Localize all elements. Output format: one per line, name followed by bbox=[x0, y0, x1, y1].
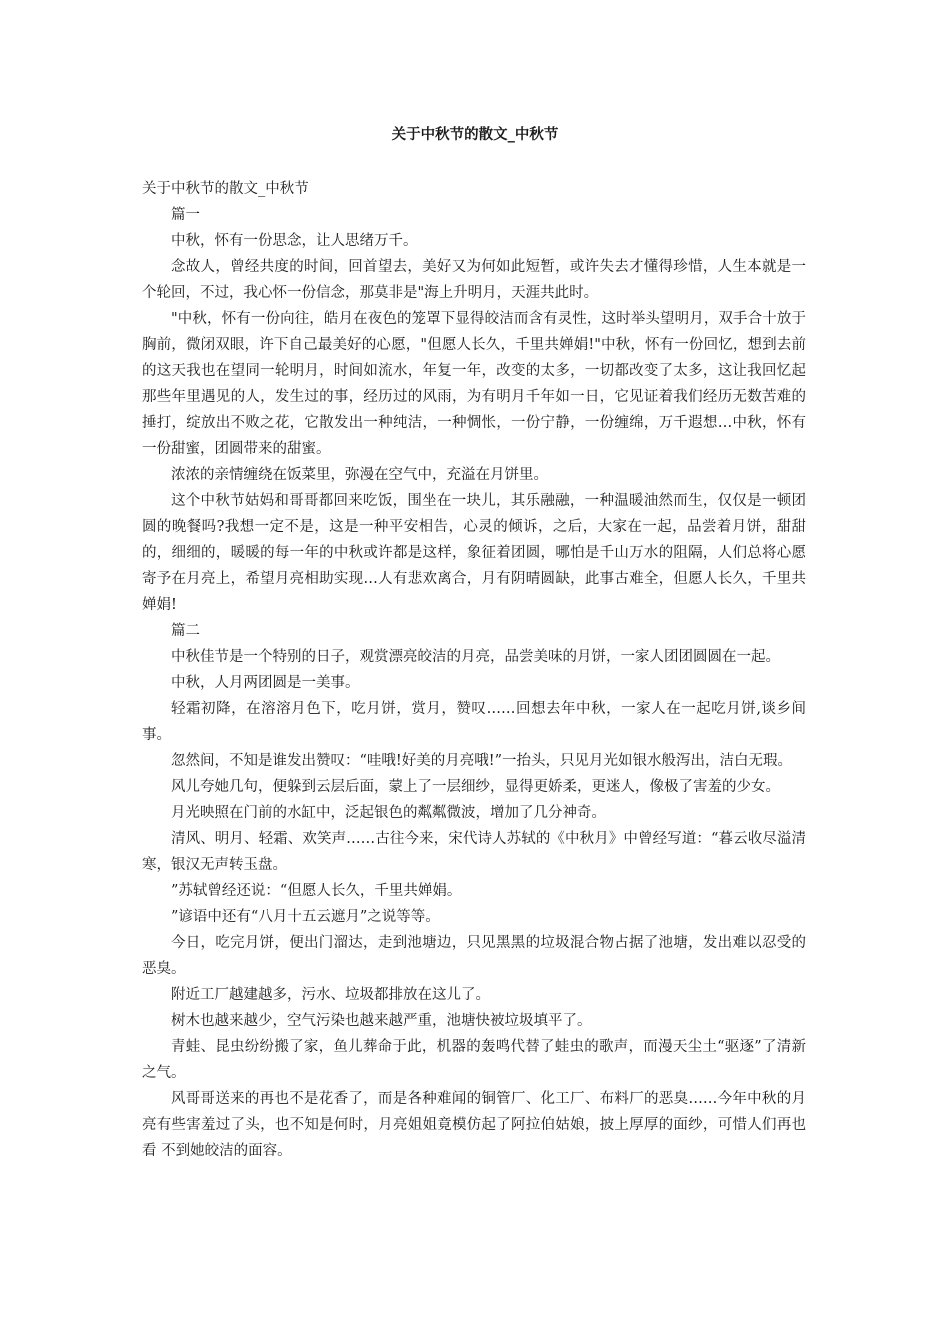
paragraph: 念故人，曾经共度的时间，回首望去，美好又为何如此短暂，或许失去才懂得珍惜，人生本就是一个轮回，不过，我心怀一份信念，那莫非是"海上升明月，天涯共此时。 bbox=[142, 259, 806, 301]
paragraph: 风哥哥送来的再也不是花香了，而是各种难闻的铜管厂、化工厂、布料厂的恶臭……今年中秋的月亮有些害羞过了头，也不知是何时，月亮姐姐竟模仿起了阿拉伯姑娘，披上厚厚的面纱，可惜人们再也看 不到她皎洁的面容。 bbox=[142, 1091, 806, 1159]
document-subtitle: 关于中秋节的散文_中秋节 bbox=[142, 181, 309, 197]
paragraph: 轻霜初降，在溶溶月色下，吃月饼，赏月，赞叹……回想去年中秋，一家人在一起吃月饼,谈乡间事。 bbox=[142, 701, 806, 743]
paragraph: 中秋佳节是一个特别的日子，观赏漂亮皎洁的月亮，品尝美味的月饼，一家人团团圆圆在一起。 bbox=[171, 649, 780, 665]
paragraph: "中秋，怀有一份向往，皓月在夜色的笼罩下显得皎洁而含有灵性，这时举头望明月，双手合十放于胸前，微闭双眼，许下自己最美好的心愿，"但愿人长久，千里共婵娟!"中秋，怀有一份回忆，想到去前的这天我也在望同一轮明月，时间如流水，年复一年，改变的太多，一切都改变了太多，这让我回忆起那些年里遇见的人，发生过的事，经历过的风雨，为有明月千年如一日，它见证着我们经历无数苦难的捶打，绽放出不败之花，它散发出一种纯洁，一种惆怅，一份宁静，一份缠绵，万千遐想…中秋，怀有一份甜蜜，团圆带来的甜蜜。 bbox=[142, 311, 806, 457]
paragraph: 清风、明月、轻霜、欢笑声……古往今来，宋代诗人苏轼的《中秋月》中曾经写道：“暮云收尽溢清寒，银汉无声转玉盘。 bbox=[142, 831, 806, 873]
paragraph: 中秋，怀有一份思念，让人思绪万千。 bbox=[171, 233, 418, 249]
paragraph: 树木也越来越少，空气污染也越来越严重，池塘快被垃圾填平了。 bbox=[171, 1013, 592, 1029]
paragraph: 这个中秋节姑妈和哥哥都回来吃饭，围坐在一块儿，其乐融融，一种温暖油然而生，仅仅是一顿团圆的晚餐吗?我想一定不是，这是一种平安相告，心灵的倾诉，之后，大家在一起，品尝着月饼，甜甜的，细细的，暖暖的每一年的中秋或许都是这样，象征着团圆，哪怕是千山万水的阻隔，人们总将心愿寄予在月亮上，希望月亮相助实现…人有悲欢离合，月有阴晴圆缺，此事古难全，但愿人长久，千里共婵娟! bbox=[142, 493, 806, 613]
paragraph: 忽然间，不知是谁发出赞叹：“哇哦!好美的月亮哦!”一抬头，只见月光如银水般泻出，洁白无瑕。 bbox=[171, 753, 792, 769]
page-title: 关于中秋节的散文_中秋节 bbox=[391, 126, 559, 143]
section-heading-2: 篇二 bbox=[171, 623, 200, 639]
section-heading-1: 篇一 bbox=[171, 207, 200, 223]
paragraph: 中秋，人月两团圆是一美事。 bbox=[171, 675, 360, 691]
paragraph: 风儿夸她几句，便躲到云层后面，蒙上了一层细纱，显得更娇柔，更迷人，像极了害羞的少女。 bbox=[171, 779, 780, 795]
paragraph: 附近工厂越建越多，污水、垃圾都排放在这儿了。 bbox=[171, 987, 490, 1003]
paragraph: 月光映照在门前的水缸中，泛起银色的粼粼微波，增加了几分神奇。 bbox=[171, 805, 606, 821]
paragraph: 浓浓的亲情缠绕在饭菜里，弥漫在空气中，充溢在月饼里。 bbox=[171, 467, 548, 483]
paragraph: ”苏轼曾经还说：“但愿人长久，千里共婵娟。 bbox=[171, 883, 462, 899]
paragraph: 青蛙、昆虫纷纷搬了家，鱼儿葬命于此，机器的轰鸣代替了蛙虫的歌声，而漫天尘土“驱逐”了清新之气。 bbox=[142, 1039, 806, 1081]
document-body bbox=[142, 176, 806, 1164]
paragraph: ”谚语中还有“八月十五云遮月”之说等等。 bbox=[171, 909, 440, 925]
paragraph: 今日，吃完月饼，便出门溜达，走到池塘边，只见黑黑的垃圾混合物占据了池塘，发出难以忍受的恶臭。 bbox=[142, 935, 806, 977]
